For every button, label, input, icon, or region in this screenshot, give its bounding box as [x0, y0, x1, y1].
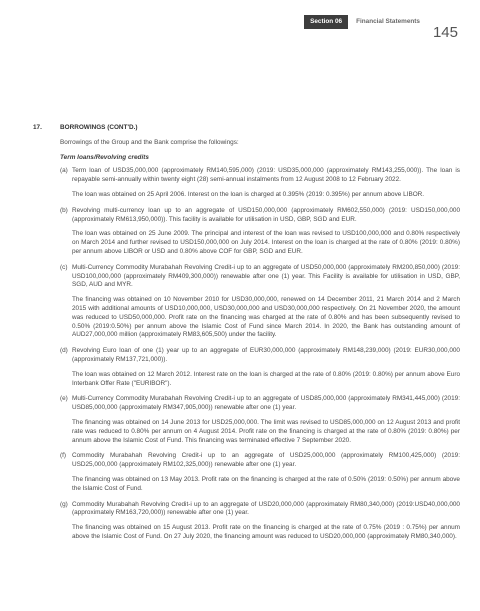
list-item — [60, 207, 460, 257]
section-tag: Section 06 — [304, 15, 348, 29]
list-item — [60, 452, 460, 493]
list-item — [60, 264, 460, 340]
item-paragraph: The loan was obtained on 25 June 2009. The principal and interest of the loan was revised to USD100,000,000 and 0.80% respectively on March 2014 and further revised to USD150,000,000 on July 2014. Interest on the loan is charged at the rate of 0.80% (2019: 0.80%) per annum above LIBOR or USD and 0.80% above COF for GBP, SGD and EUR. — [72, 230, 460, 255]
item-paragraph: The financing was obtained on 13 May 2013. Profit rate on the financing is charged at the rate of 0.50% (2019: 0.50%) per annum above the Islamic Cost of Fund. — [72, 475, 460, 492]
item-paragraph: The loan was obtained on 25 April 2006. Interest on the loan is charged at 0.395% (2019: 0.395%) per annum above LIBOR. — [72, 190, 425, 198]
item-label: (e) — [60, 395, 68, 403]
item-paragraph: Revolving multi-currency loan up to an aggregate of USD150,000,000 (approximately RM602,550,000) (2019: USD150,000,000 (approximately RM613,950,000)). This facility is available for utilisation in USD, GBP, SGD and EUR. — [72, 206, 460, 223]
list-item — [60, 347, 460, 388]
item-label: (c) — [60, 263, 68, 271]
note-subheading: Term loans/Revolving credits — [60, 153, 149, 161]
note-body — [60, 139, 460, 542]
note-title: BORROWINGS (CONT'D.) — [60, 124, 138, 131]
item-paragraph: The financing was obtained on 15 August 2013. Profit rate on the financing is charged at the rate of 0.75% (2019 : 0.75%) per annum above the Islamic Cost of Fund. On 27 July 2020, the financing amount was reduced to USD20,000,000 (approximately RM80,340,000). — [72, 524, 460, 540]
item-paragraph: Multi-Currency Commodity Murabahah Revolving Credit-i up to an aggregate of USD50,000,000 (approximately RM200,850,000) (2019: USD100,000,000 (approximately RM409,300,000)) renewable after one (1) year. This Facility is available for utilisation in USD, GBP, SGD, AUD and MYR. — [72, 263, 460, 289]
item-paragraph: The loan was obtained on 12 March 2012. Interest rate on the loan is charged at the rate of 0.80% (2019: 0.80%) per annum above Euro Interbank Offer Rate ("EURIBOR"). — [72, 370, 460, 387]
note-heading — [33, 124, 460, 133]
item-paragraph: Revolving Euro loan of one (1) year up to an aggregate of EUR30,000,000 (approximately RM148,239,000) (2019: EUR30,000,000 (approximately RM137,721,000)). — [72, 347, 460, 363]
list-item — [60, 501, 460, 542]
item-label: (d) — [60, 347, 68, 355]
item-paragraph: The financing was obtained on 10 November 2010 for USD30,000,000, renewed on 14 December 2011, 21 March 2014 and 2 March 2015 with additional amounts of USD10,000,000, USD30,000,000 and USD30,000,000 respectively. On 21 November 2020, the amount was reduced to USD50,000,000. Profit rate on the financing was charged at the rate of 0.80% and has been subsequently revised to 0.50% (2019:0.50%) per annum above the Islamic Cost of Fund since March 2014. In 2020, the Bank has outstanding amount of AUD27,000,000 million (approximately RM83,605,500) under the facility. — [72, 296, 460, 339]
list-item — [60, 395, 460, 445]
item-paragraph: Multi-Currency Commodity Murabahah Revolving Credit-i up to an aggregate of USD85,000,000 (approximately RM341,445,000) (2019: USD85,000,000 (approximately RM347,905,000)) renewable after one (1) year. — [72, 395, 460, 412]
item-paragraph: Commodity Murabahah Revolving Credit-i up to an aggregate of USD20,000,000 (approximately RM80,340,000) (2019:USD40,000,000 (approximately RM163,720,000)) renewable after one (1) year. — [72, 500, 460, 517]
page-number: 145 — [432, 24, 458, 41]
item-paragraph: The financing was obtained on 14 June 2013 for USD25,000,000. The limit was revised to USD85,000,000 on 12 August 2013 and profit rate was reduced to 0.80% per annum on 4 August 2014. Profit rate on the financing is charged at the rate of 0.80% (2019: 0.80%) per annum above the Islamic Cost of Fund. This financing was terminated effective 7 September 2020. — [72, 418, 460, 444]
note-content — [33, 124, 460, 549]
item-label: (b) — [60, 206, 68, 214]
item-label: (a) — [60, 167, 68, 175]
item-label: (g) — [60, 500, 68, 508]
item-paragraph: Commodity Murabahah Revolving Credit-i up to an aggregate of USD25,000,000 (approximately RM100,425,000) (2019: USD25,000,000 (approximately RM102,325,000)) renewable after one (1) year. — [72, 452, 460, 469]
item-label: (f) — [60, 452, 67, 460]
section-title: Financial Statements — [356, 18, 420, 25]
note-number: 17. — [33, 124, 42, 131]
note-intro: Borrowings of the Group and the Bank comprise the followings: — [60, 138, 239, 146]
list-item — [60, 167, 460, 199]
section-header — [304, 15, 420, 29]
item-paragraph: Term loan of USD35,000,000 (approximately RM140,595,000) (2019: USD35,000,000 (approximately RM143,255,000)). The loan is repayable semi-annually within twenty eight (28) semi-annual instalments from 12 August 2008 to 12 February 2022. — [72, 167, 460, 184]
